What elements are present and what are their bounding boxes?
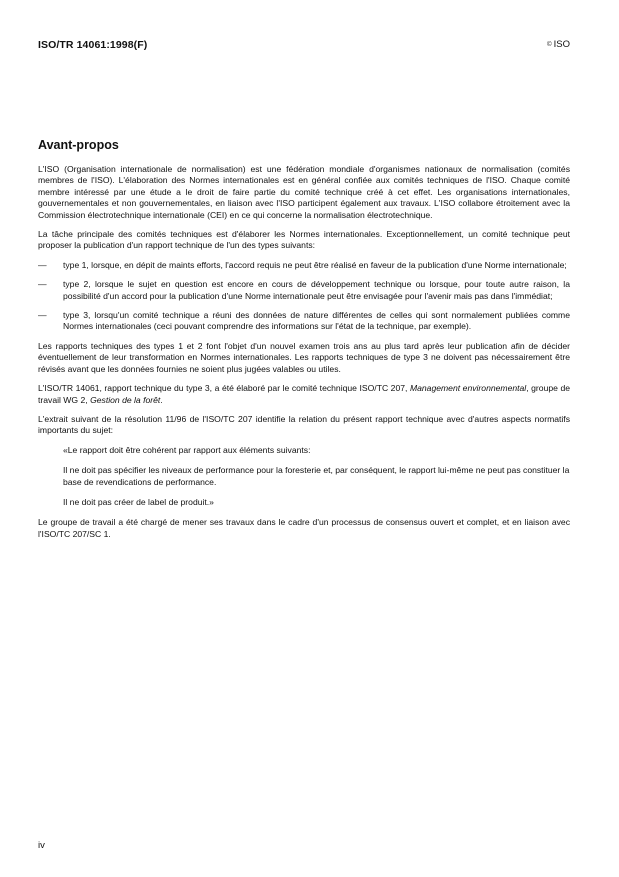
- paragraph-resolution: L'extrait suivant de la résolution 11/96 de l'ISO/TC 207 identifie la relation du présent rapport technique avec d'autres aspects normatifs importants du sujet:: [38, 413, 570, 436]
- list-item-type-1: [38, 260, 570, 271]
- tr-origin-italic-2: Gestion de la forêt: [90, 394, 161, 405]
- list-dash: —: [38, 310, 47, 321]
- document-id: ISO/TR 14061:1998(F): [38, 39, 148, 51]
- list-item-type-2: [38, 279, 570, 302]
- list-item-text: type 3, lorsqu'un comité technique a réuni des données de nature différentes de celles qui sont normalement publiées comme Normes internationales (ceci pouvant comprendre des informations sur l'état de la technique, par exemple).: [63, 310, 570, 332]
- quote-line-3: Il ne doit pas créer de label de produit.»: [63, 496, 214, 507]
- tr-origin-text-2: , groupe de travail WG 2,: [38, 383, 571, 405]
- copyright-symbol: ©: [546, 41, 552, 48]
- paragraph-working-group: Le groupe de travail a été chargé de mener ses travaux dans le cadre d'un processus de consensus ouvert et complet, et en liaison avec l'ISO/TC 207/SC 1.: [38, 517, 570, 539]
- list-item-type-3: [38, 310, 570, 333]
- tr-origin-text-1: L'ISO/TR 14061, rapport technique du type 3, a été élaboré par le comité technique ISO/TC 207,: [38, 383, 410, 394]
- list-item-text: type 1, lorsque, en dépit de maints efforts, l'accord requis ne peut être réalisé en faveur de la publication d'une Norme internationale;: [63, 259, 567, 270]
- list-item-text: type 2, lorsque le sujet en question est encore en cours de développement technique ou lorsque, pour toute autre raison, la possibilité d'un accord pour la publication d'une Norme internationale peut être envisagée pour l'avenir mais pas dans l'immédiat;: [63, 279, 570, 301]
- copyright-notice: [547, 39, 570, 50]
- quote-line-1: «Le rapport doit être cohérent par rapport aux éléments suivants:: [63, 444, 311, 455]
- tr-origin-italic-1: Management environnemental: [409, 383, 527, 394]
- copyright-owner: ISO: [553, 39, 570, 50]
- paragraph-tc-task: La tâche principale des comités techniques est d'élaborer les Normes internationales. Exceptionnellement, un comité technique peut proposer la publication d'un rapport technique de l'un des types suivants:: [38, 229, 570, 251]
- paragraph-iso-intro: L'ISO (Organisation internationale de normalisation) est une fédération mondiale d'organismes nationaux de normalisation (comités membres de l'ISO). L'élaboration des Normes internationales est en général confiée aux comités techniques de l'ISO. Chaque comité membre intéressé par une étude a le droit de faire partie du comité technique créé à cet effet. Les organisations internationales, gouvernementales et non gouvernementales, en liaison avec l'ISO participent également aux travaux. L'ISO collabore étroitement avec la Commission électrotechnique internationale (CEI) en ce qui concerne la normalisation électrotechnique.: [38, 164, 570, 220]
- page-number: iv: [38, 840, 45, 851]
- tr-origin-text-3: .: [160, 394, 163, 405]
- foreword-body: [38, 138, 570, 548]
- list-dash: —: [38, 259, 47, 270]
- paragraph-review: Les rapports techniques des types 1 et 2 font l'objet d'un nouvel examen trois ans au plus tard après leur publication afin de décider éventuellement de leur transformation en Normes internationales. Les rapports techniques de type 3 ne doivent pas nécessairement être révisés avant que les données fournies ne soient plus jugées valables ou utiles.: [38, 340, 570, 374]
- paragraph-tr-origin: [38, 383, 570, 406]
- list-dash: —: [38, 279, 47, 290]
- section-title: Avant-propos: [38, 138, 119, 152]
- quote-line-2: Il ne doit pas spécifier les niveaux de performance pour la foresterie et, par conséquent, le rapport lui-même ne peut pas constituer la base de revendications de performance.: [63, 465, 570, 487]
